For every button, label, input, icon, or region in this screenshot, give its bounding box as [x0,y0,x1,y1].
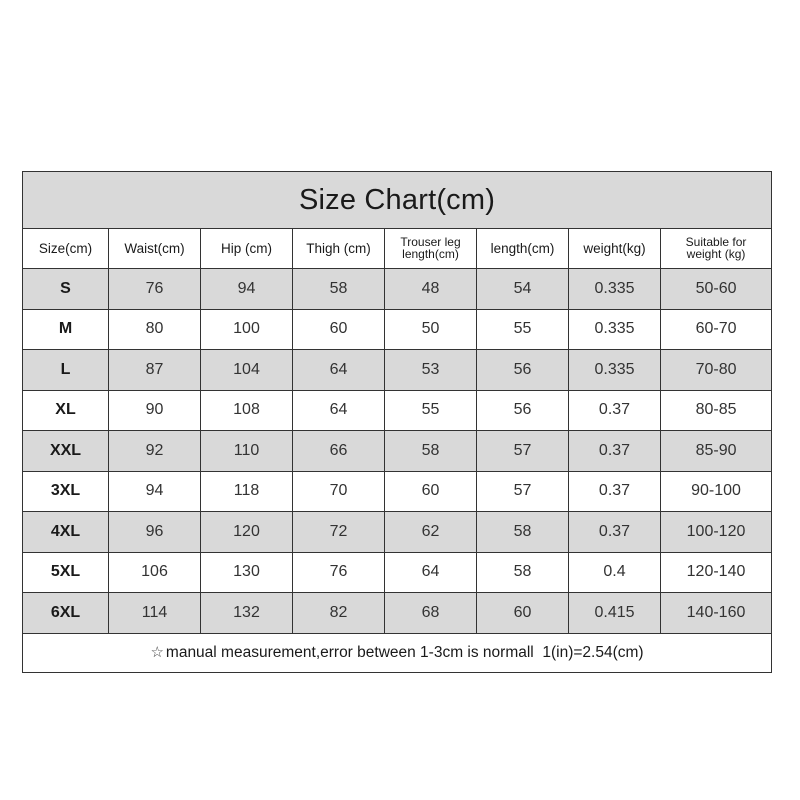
column-header: Thigh (cm) [293,229,385,269]
chart-title: Size Chart(cm) [23,172,772,229]
table-cell: 60 [385,471,477,512]
table-row [23,471,772,512]
column-header [661,229,772,269]
table-cell: 55 [385,390,477,431]
table-cell: 58 [293,269,385,310]
table-row [23,350,772,391]
table-row [23,390,772,431]
table-cell: 118 [201,471,293,512]
table-cell: 56 [477,390,569,431]
star-icon: ☆ [150,644,164,661]
column-header-line: weight (kg) [686,247,746,261]
table-cell: 50-60 [661,269,772,310]
table-cell: 0.335 [569,309,661,350]
table-cell: 80 [109,309,201,350]
column-header-line: length(cm) [402,247,459,261]
table-cell: 132 [201,593,293,634]
measurement-note [23,633,772,672]
size-cell: M [23,309,109,350]
size-chart-table [22,171,772,673]
table-row [23,269,772,310]
table-cell: 114 [109,593,201,634]
table-cell: 130 [201,552,293,593]
table-cell: 87 [109,350,201,391]
table-cell: 94 [201,269,293,310]
table-cell: 64 [293,390,385,431]
table-cell: 0.37 [569,471,661,512]
size-cell: S [23,269,109,310]
table-cell: 60 [293,309,385,350]
column-header: length(cm) [477,229,569,269]
table-cell: 104 [201,350,293,391]
table-cell: 108 [201,390,293,431]
table-cell: 90-100 [661,471,772,512]
table-cell: 64 [385,552,477,593]
table-cell: 120 [201,512,293,553]
table-cell: 76 [109,269,201,310]
table-row [23,309,772,350]
column-header: Waist(cm) [109,229,201,269]
size-cell: XL [23,390,109,431]
size-cell: L [23,350,109,391]
table-cell: 96 [109,512,201,553]
column-header: Size(cm) [23,229,109,269]
table-cell: 0.37 [569,390,661,431]
column-header: Hip (cm) [201,229,293,269]
table-cell: 120-140 [661,552,772,593]
table-cell: 53 [385,350,477,391]
table-cell: 48 [385,269,477,310]
table-cell: 140-160 [661,593,772,634]
size-cell: XXL [23,431,109,472]
table-cell: 50 [385,309,477,350]
table-cell: 110 [201,431,293,472]
table-cell: 85-90 [661,431,772,472]
table-cell: 0.335 [569,350,661,391]
table-cell: 82 [293,593,385,634]
size-cell: 5XL [23,552,109,593]
table-cell: 0.4 [569,552,661,593]
table-cell: 58 [385,431,477,472]
size-cell: 4XL [23,512,109,553]
size-cell: 3XL [23,471,109,512]
note-text: manual measurement,error between 1-3cm is normall 1(in)=2.54(cm) [165,644,644,661]
table-row [23,431,772,472]
table-cell: 100-120 [661,512,772,553]
table-cell: 58 [477,512,569,553]
table-cell: 72 [293,512,385,553]
table-cell: 56 [477,350,569,391]
table-cell: 92 [109,431,201,472]
title-row [23,172,772,229]
note-row [23,633,772,672]
table-cell: 0.37 [569,431,661,472]
table-cell: 64 [293,350,385,391]
table-row [23,512,772,553]
table-cell: 106 [109,552,201,593]
table-cell: 55 [477,309,569,350]
table-cell: 0.37 [569,512,661,553]
table-cell: 66 [293,431,385,472]
table-cell: 58 [477,552,569,593]
table-row [23,552,772,593]
table-cell: 57 [477,431,569,472]
column-header-line: Trouser leg [400,235,461,249]
table-cell: 76 [293,552,385,593]
table-cell: 62 [385,512,477,553]
table-cell: 80-85 [661,390,772,431]
table-cell: 70-80 [661,350,772,391]
table-cell: 57 [477,471,569,512]
table-cell: 100 [201,309,293,350]
column-header: weight(kg) [569,229,661,269]
column-header [385,229,477,269]
table-cell: 94 [109,471,201,512]
table-cell: 60 [477,593,569,634]
table-cell: 90 [109,390,201,431]
table-cell: 0.415 [569,593,661,634]
column-header-line: Suitable for [685,235,747,249]
table-row [23,593,772,634]
table-cell: 0.335 [569,269,661,310]
header-row [23,229,772,269]
size-cell: 6XL [23,593,109,634]
table-cell: 70 [293,471,385,512]
table-cell: 60-70 [661,309,772,350]
table-cell: 68 [385,593,477,634]
table-cell: 54 [477,269,569,310]
